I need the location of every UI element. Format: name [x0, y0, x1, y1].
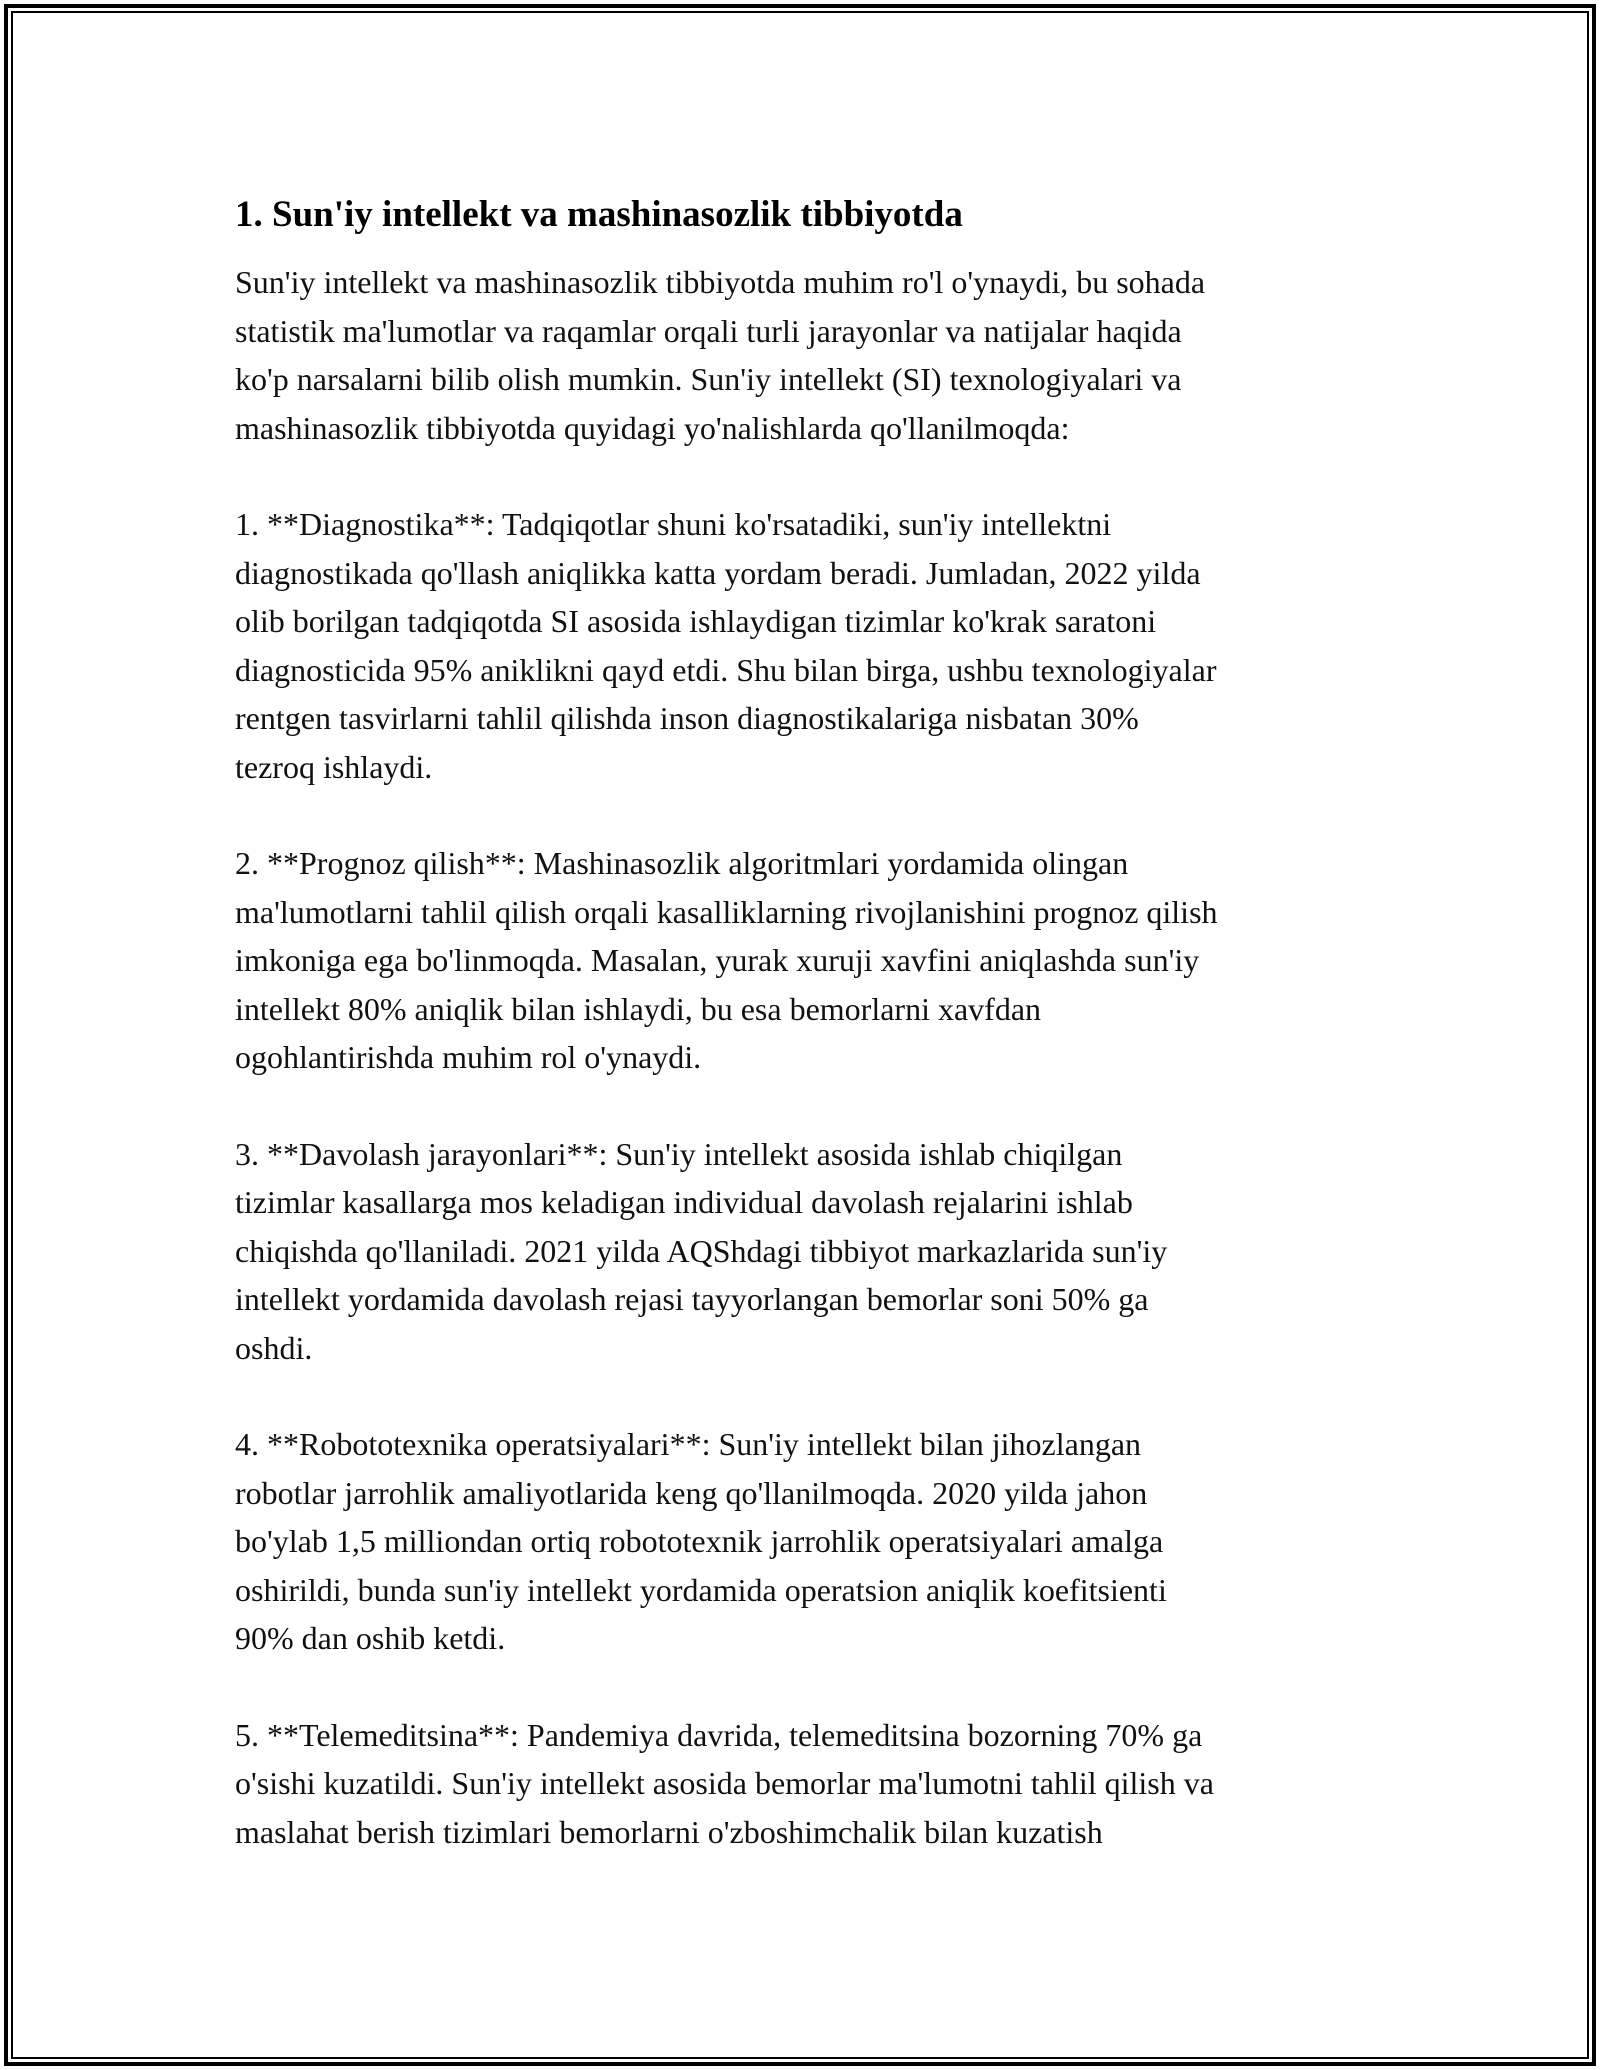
prognosis-paragraph: 2. **Prognoz qilish**: Mashinasozlik algoritmlari yordamida olingan ma'lumotlarni tahlil qilish orqali kasalliklarning rivojlanishini prognoz qilish imkoniga ega bo'linmoqda. Masalan, yurak xuruji xavfini aniqlashda sun'iy intellekt 80% aniqlik bilan ishlaydi, bu esa bemorlarni xavfdan ogohlantirishda muhim rol o'ynaydi. [235, 845, 1218, 1075]
diagnostics-paragraph: 1. **Diagnostika**: Tadqiqotlar shuni ko'rsatadiki, sun'iy intellektni diagnostikada qo'llash aniqlikka katta yordam beradi. Jumladan, 2022 yilda olib borilgan tadqiqotda SI asosida ishlaydigan tizimlar ko'krak saratoni diagnosticida 95% aniklikni qayd etdi. Shu bilan birga, ushbu texnologiyalar rentgen tasvirlarni tahlil qilishda inson diagnostikalariga nisbatan 30% tezroq ishlaydi. [235, 506, 1217, 785]
document-body [235, 190, 1375, 1856]
telemedicine-paragraph: 5. **Telemeditsina**: Pandemiya davrida, telemeditsina bozorning 70% ga o'sishi kuzatildi. Sun'iy intellekt asosida bemorlar ma'lumotni tahlil qilish va maslahat berish tizimlari bemorlarni o'zboshimchalik bilan kuzatish [235, 1716, 1214, 1850]
document-title: 1. Sun'iy intellekt va mashinasozlik tibbiyotda [235, 194, 963, 235]
robotics-paragraph: 4. **Robototexnika operatsiyalari**: Sun'iy intellekt bilan jihozlangan robotlar jarrohlik amaliyotlarida keng qo'llanilmoqda. 2020 yilda jahon bo'ylab 1,5 milliondan ortiq robototexnik jarrohlik operatsiyalari amalga oshirildi, bunda sun'iy intellekt yordamida operatsion aniqlik koefitsienti 90% dan oshib ketdi. [235, 1426, 1167, 1656]
intro-paragraph: Sun'iy intellekt va mashinasozlik tibbiyotda muhim ro'l o'ynaydi, bu sohada statistik ma'lumotlar va raqamlar orqali turli jarayonlar va natijalar haqida ko'p narsalarni bilib olish mumkin. Sun'iy intellekt (SI) texnologiyalari va mashinasozlik tibbiyotda quyidagi yo'nalishlarda qo'llanilmoqda: [235, 264, 1206, 446]
treatment-paragraph: 3. **Davolash jarayonlari**: Sun'iy intellekt asosida ishlab chiqilgan tizimlar kasallarga mos keladigan individual davolash rejalarini ishlab chiqishda qo'llaniladi. 2021 yilda AQShdagi tibbiyot markazlarida sun'iy intellekt yordamida davolash rejasi tayyorlangan bemorlar soni 50% ga oshdi. [235, 1135, 1168, 1366]
